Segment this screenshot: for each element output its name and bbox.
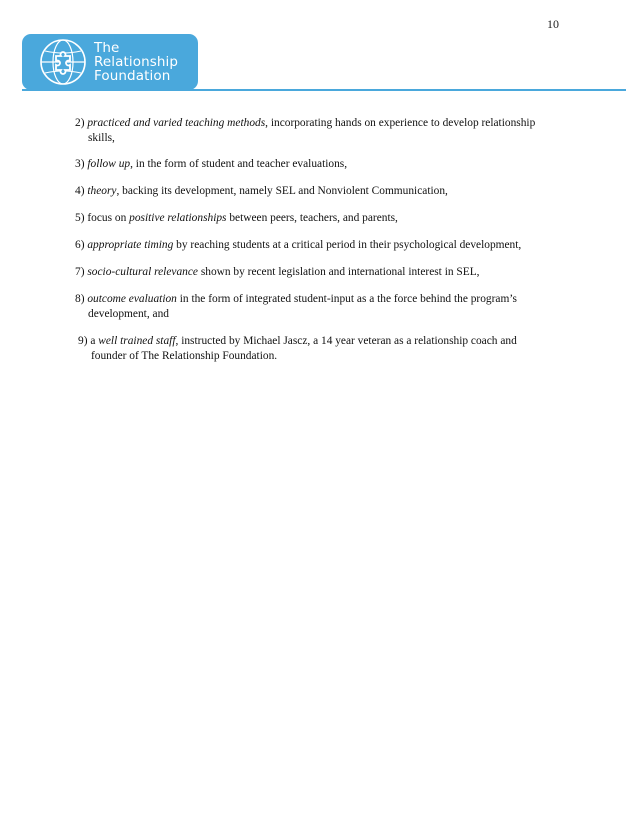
logo-line-3: Foundation bbox=[94, 68, 171, 84]
header-rule bbox=[22, 89, 626, 91]
item-emphasis: socio-cultural relevance bbox=[87, 266, 198, 278]
item-text: shown by recent legislation and international interest in SEL, bbox=[197, 266, 480, 278]
item-number: 4) bbox=[75, 185, 85, 197]
item-emphasis: well trained staff bbox=[98, 335, 176, 347]
list-item bbox=[75, 292, 555, 322]
list-item bbox=[75, 238, 555, 253]
item-emphasis: positive relationships bbox=[129, 212, 227, 224]
list-item bbox=[75, 265, 555, 280]
item-text: , backing its development, namely SEL and Nonviolent Communication, bbox=[116, 185, 448, 197]
item-number: 9) bbox=[78, 335, 88, 347]
logo-wordmark bbox=[94, 41, 178, 83]
logo bbox=[22, 34, 198, 90]
item-text: , instructed by Michael Jascz, a 14 year veteran as a relationship coach and founder of The Relationship Foundation. bbox=[91, 335, 517, 362]
numbered-list bbox=[75, 116, 555, 364]
list-item bbox=[75, 184, 555, 199]
item-emphasis: outcome evaluation bbox=[87, 293, 177, 305]
item-text: by reaching students at a critical period in their psychological development, bbox=[173, 239, 522, 251]
item-text: between peers, teachers, and parents, bbox=[226, 212, 398, 224]
item-number: 2) bbox=[75, 117, 85, 129]
page-number: 10 bbox=[547, 17, 559, 31]
item-number: 5) bbox=[75, 212, 85, 224]
item-text-pre: focus on bbox=[87, 212, 127, 224]
item-emphasis: practiced and varied teaching methods bbox=[87, 117, 266, 129]
item-emphasis: appropriate timing bbox=[87, 239, 174, 251]
item-text: , incorporating hands on experience to develop relationship skills, bbox=[88, 117, 536, 144]
item-emphasis: follow up bbox=[87, 158, 131, 170]
item-number: 7) bbox=[75, 266, 85, 278]
item-text: in the form of integrated student-input as a the force behind the program’s development, and bbox=[88, 293, 517, 320]
logo-line-2: Relationship bbox=[94, 54, 179, 70]
item-text: , in the form of student and teacher evaluations, bbox=[130, 158, 348, 170]
list-item bbox=[75, 211, 555, 226]
globe-puzzle-icon bbox=[38, 37, 88, 87]
list-item bbox=[75, 116, 555, 146]
item-number: 6) bbox=[75, 239, 85, 251]
item-number: 8) bbox=[75, 293, 85, 305]
list-item bbox=[78, 334, 555, 364]
item-number: 3) bbox=[75, 158, 85, 170]
logo-line-1: The bbox=[94, 40, 120, 56]
item-emphasis: theory bbox=[87, 185, 117, 197]
list-item bbox=[75, 157, 555, 172]
item-text-pre: a bbox=[90, 335, 96, 347]
